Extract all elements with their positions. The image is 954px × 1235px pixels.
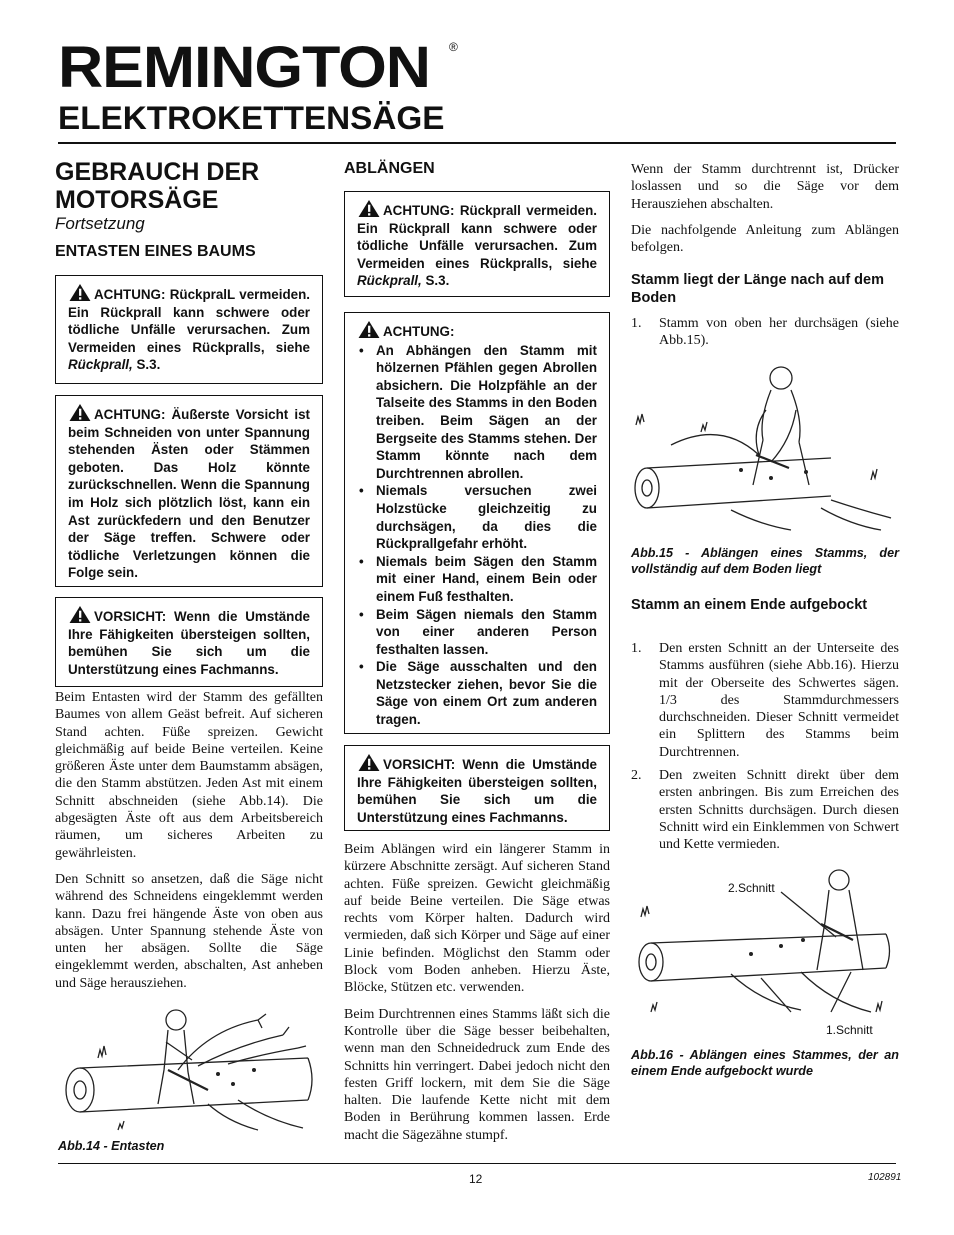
paragraph: Beim Durchtrennen eines Stamms läßt sich die Kontrolle über die Säge besser beibehalten, wenn man den Schneidedruck zum Ende des Schnitts hin verringert. Dabei jedoch nicht den festen Griff lockern, mit dem Sie die Säge halten. Die laufende Kette nicht mit dem Boden in Berührung kommen lassen. Erde macht die Sägezähne stumpf. bbox=[344, 1006, 610, 1143]
heading-ablaengen: ABLÄNGEN bbox=[344, 160, 435, 177]
caution-box-1 bbox=[55, 597, 323, 687]
warning-list bbox=[357, 342, 597, 729]
section-title bbox=[55, 158, 323, 214]
warning-ref: Rückprall, bbox=[68, 357, 133, 373]
section-title-line2: MOTORSÄGE bbox=[55, 186, 219, 214]
figure-16-label-second-cut: 2.Schnitt bbox=[728, 881, 775, 895]
col2-body bbox=[344, 841, 610, 1153]
warning-text: ACHTUNG: Rückprall vermeiden. Ein Rückprall kann schwere oder tödliche Unfälle verursachen. Zum Vermeiden eines Rückpralls, siehe bbox=[357, 203, 597, 271]
warning-triangle-icon bbox=[68, 403, 92, 422]
heading-entasten: ENTASTEN EINES BAUMS bbox=[55, 243, 256, 260]
figure-16-label-first-cut: 1.Schnitt bbox=[826, 1023, 873, 1037]
product-title: ELEKTROKETTENSÄGE bbox=[58, 100, 445, 136]
subheading-log-supported-one-end: Stamm an einem Ende aufgebockt bbox=[631, 597, 868, 613]
figure-14-caption: Abb.14 - Entasten bbox=[58, 1139, 165, 1153]
warning-page: S.3. bbox=[132, 357, 161, 373]
caution-box-2 bbox=[344, 745, 610, 831]
warning-triangle-icon bbox=[357, 199, 381, 218]
paragraph: Beim Ablängen wird ein längerer Stamm in kürzere Abschnitte zersägt. Auf sicheren Stand achten. Füße spreizen. Gewicht gleichmäßig auf beide Beine verteilen. Die Säge etwas rechts vom Körper halten. Dadurch wird vermieden, daß sich Körper und Säge auf einer Linie befinden. Möglichst den Stamm oder Block vom Boden anheben. Hierzu Äste, Blöcke, Stützen etc. verwenden. bbox=[344, 842, 610, 996]
warning-box-kickback-2 bbox=[344, 191, 610, 297]
subheading-log-on-ground: Stamm liegt der Länge nach auf dem Boden bbox=[631, 272, 884, 306]
figure-14-illustration bbox=[58, 1000, 323, 1135]
warning-box-kickback-1 bbox=[55, 275, 323, 384]
header-rule bbox=[58, 142, 896, 144]
warning-ref: Rückprall, bbox=[357, 273, 422, 289]
col3-intro bbox=[631, 161, 899, 265]
warning-list-item: • Niemals beim Sägen den Stamm mit einer Hand, einem Bein oder einem Fuß festhalten. bbox=[357, 553, 597, 606]
caution-text: VORSICHT: Wenn die Umstände Ihre Fähigkeiten übersteigen sollten, bemühen Sie sich um die Unterstützung eines Fachmanns. bbox=[357, 757, 597, 825]
step-item: 2. Den zweiten Schnitt direkt über dem ersten anbringen. Bis zum Erreichen des ersten Schnitts durchsägen. Durch diesen Schnitt wird ein Einklemmen von Schwert und Kette vermieden. bbox=[631, 768, 899, 853]
brand-logo: REMINGTON bbox=[58, 35, 430, 100]
section-title-line1: GEBRAUCH DER bbox=[55, 158, 260, 186]
paragraph: Wenn der Stamm durchtrennt ist, Drücker loslassen und so die Säge vor dem Herausziehen abschalten. bbox=[631, 162, 899, 212]
document-number: 102891 bbox=[868, 1172, 902, 1183]
warning-list-item: • Niemals versuchen zwei Holzstücke gleichzeitig zu durchsägen, da dies die Rückprallgefahr erhöht. bbox=[357, 482, 597, 552]
figure-15-illustration bbox=[631, 360, 899, 535]
figure-16-caption: Abb.16 - Ablängen eines Stammes, der an einem Ende aufgebockt wurde bbox=[631, 1048, 899, 1078]
warning-text: ACHTUNG: RückpralL vermeiden. Ein Rückprall kann schwere oder tödliche Unfälle verursachen. Zum Vermeiden eines Rückpralls, siehe bbox=[68, 287, 310, 355]
warning-box-bucking bbox=[344, 312, 610, 734]
footer-rule bbox=[58, 1163, 896, 1164]
warning-page: S.3. bbox=[421, 273, 450, 289]
warning-triangle-icon bbox=[68, 283, 92, 302]
figure-15-caption: Abb.15 - Ablängen eines Stamms, der vollständig auf dem Boden liegt bbox=[631, 546, 899, 576]
section-subtitle: Fortsetzung bbox=[55, 214, 145, 233]
warning-triangle-icon bbox=[357, 320, 381, 339]
col1-body bbox=[55, 689, 323, 1001]
page-number: 12 bbox=[469, 1172, 483, 1186]
steps-log-supported-one-end bbox=[631, 640, 899, 860]
caution-text: VORSICHT: Wenn die Umstände Ihre Fähigkeiten übersteigen sollten, bemühen Sie sich um die Unterstützung eines Fachmanns. bbox=[68, 609, 310, 677]
paragraph: Den Schnitt so ansetzen, daß die Säge nicht während des Schneidens eingeklemmt werden kann. Dazu frei hängende Äste von oben aus absägen. Unter Spannung stehende Äste von unten her absägen. Sollte die Säge eingeklemmt werden, abschalten, Ast anheben und Säge herausziehen. bbox=[55, 871, 323, 991]
warning-box-tension bbox=[55, 395, 323, 587]
paragraph: Beim Entasten wird der Stamm des gefällten Baumes von allem Geäst befreit. Auf sicheren Stand achten. Füße spreizen. Gewicht gleichmäßig auf beide Beine verteilen. Keine größeren Äste unter dem Baumstamm absägen, die den Stamm abstützen. Jeden Ast mit einem Schnitt abschneiden (siehe Abb.14). Die abgesägten Äste oft aus dem Arbeitsbereich räumen, um sicheres Arbeiten zu gewährleisten. bbox=[55, 690, 323, 861]
step-item: 1. Den ersten Schnitt an der Unterseite des Stamms ausführen (siehe Abb.16). Hierzu mit der Oberseite des Schwertes sägen. 1/3 des Stammdurchmessers durchschneiden. Dieser Schnitt vermeidet ein Splittern des Stamms beim Durchtrennen. bbox=[631, 641, 899, 760]
column-1 bbox=[55, 158, 323, 262]
figure-16-illustration bbox=[631, 862, 899, 1022]
steps-log-on-ground bbox=[631, 315, 899, 356]
warning-title: ACHTUNG: bbox=[383, 324, 455, 339]
warning-list-item: • Die Säge ausschalten und den Netzstecker ziehen, bevor Sie die Säge von einem Ort zum anderen tragen. bbox=[357, 658, 597, 728]
warning-list-item: • Beim Sägen niemals den Stamm von einer anderen Person festhalten lassen. bbox=[357, 606, 597, 659]
warning-list-item: • An Abhängen den Stamm mit hölzernen Pfählen gegen Abrollen absichern. Die Holzpfähle an der Talseite des Stamms in den Boden treiben. Beim Sägen an der Bergseite des Stamms stehen. Der Stamm könnte nach dem Durchtrennen abrollen. bbox=[357, 342, 597, 483]
step-item: 1. Stamm von oben her durchsägen (siehe Abb.15). bbox=[631, 316, 899, 349]
registered-mark: ® bbox=[449, 40, 458, 54]
warning-triangle-icon bbox=[68, 605, 92, 624]
warning-triangle-icon bbox=[357, 753, 381, 772]
warning-text: ACHTUNG: Äußerste Vorsicht ist beim Schneiden von unter Spannung stehenden Ästen oder Stämmen geboten. Das Holz könnte zurückschnellen. Wenn die Spannung im Holz sich plötzlich löst, kann ein Ast zurückfedern und den Benutzer der Säge treffen. Schwere oder tödliche Verletzungen können die Folge sein. bbox=[68, 407, 310, 581]
paragraph: Die nachfolgende Anleitung zum Ablängen befolgen. bbox=[631, 222, 899, 256]
